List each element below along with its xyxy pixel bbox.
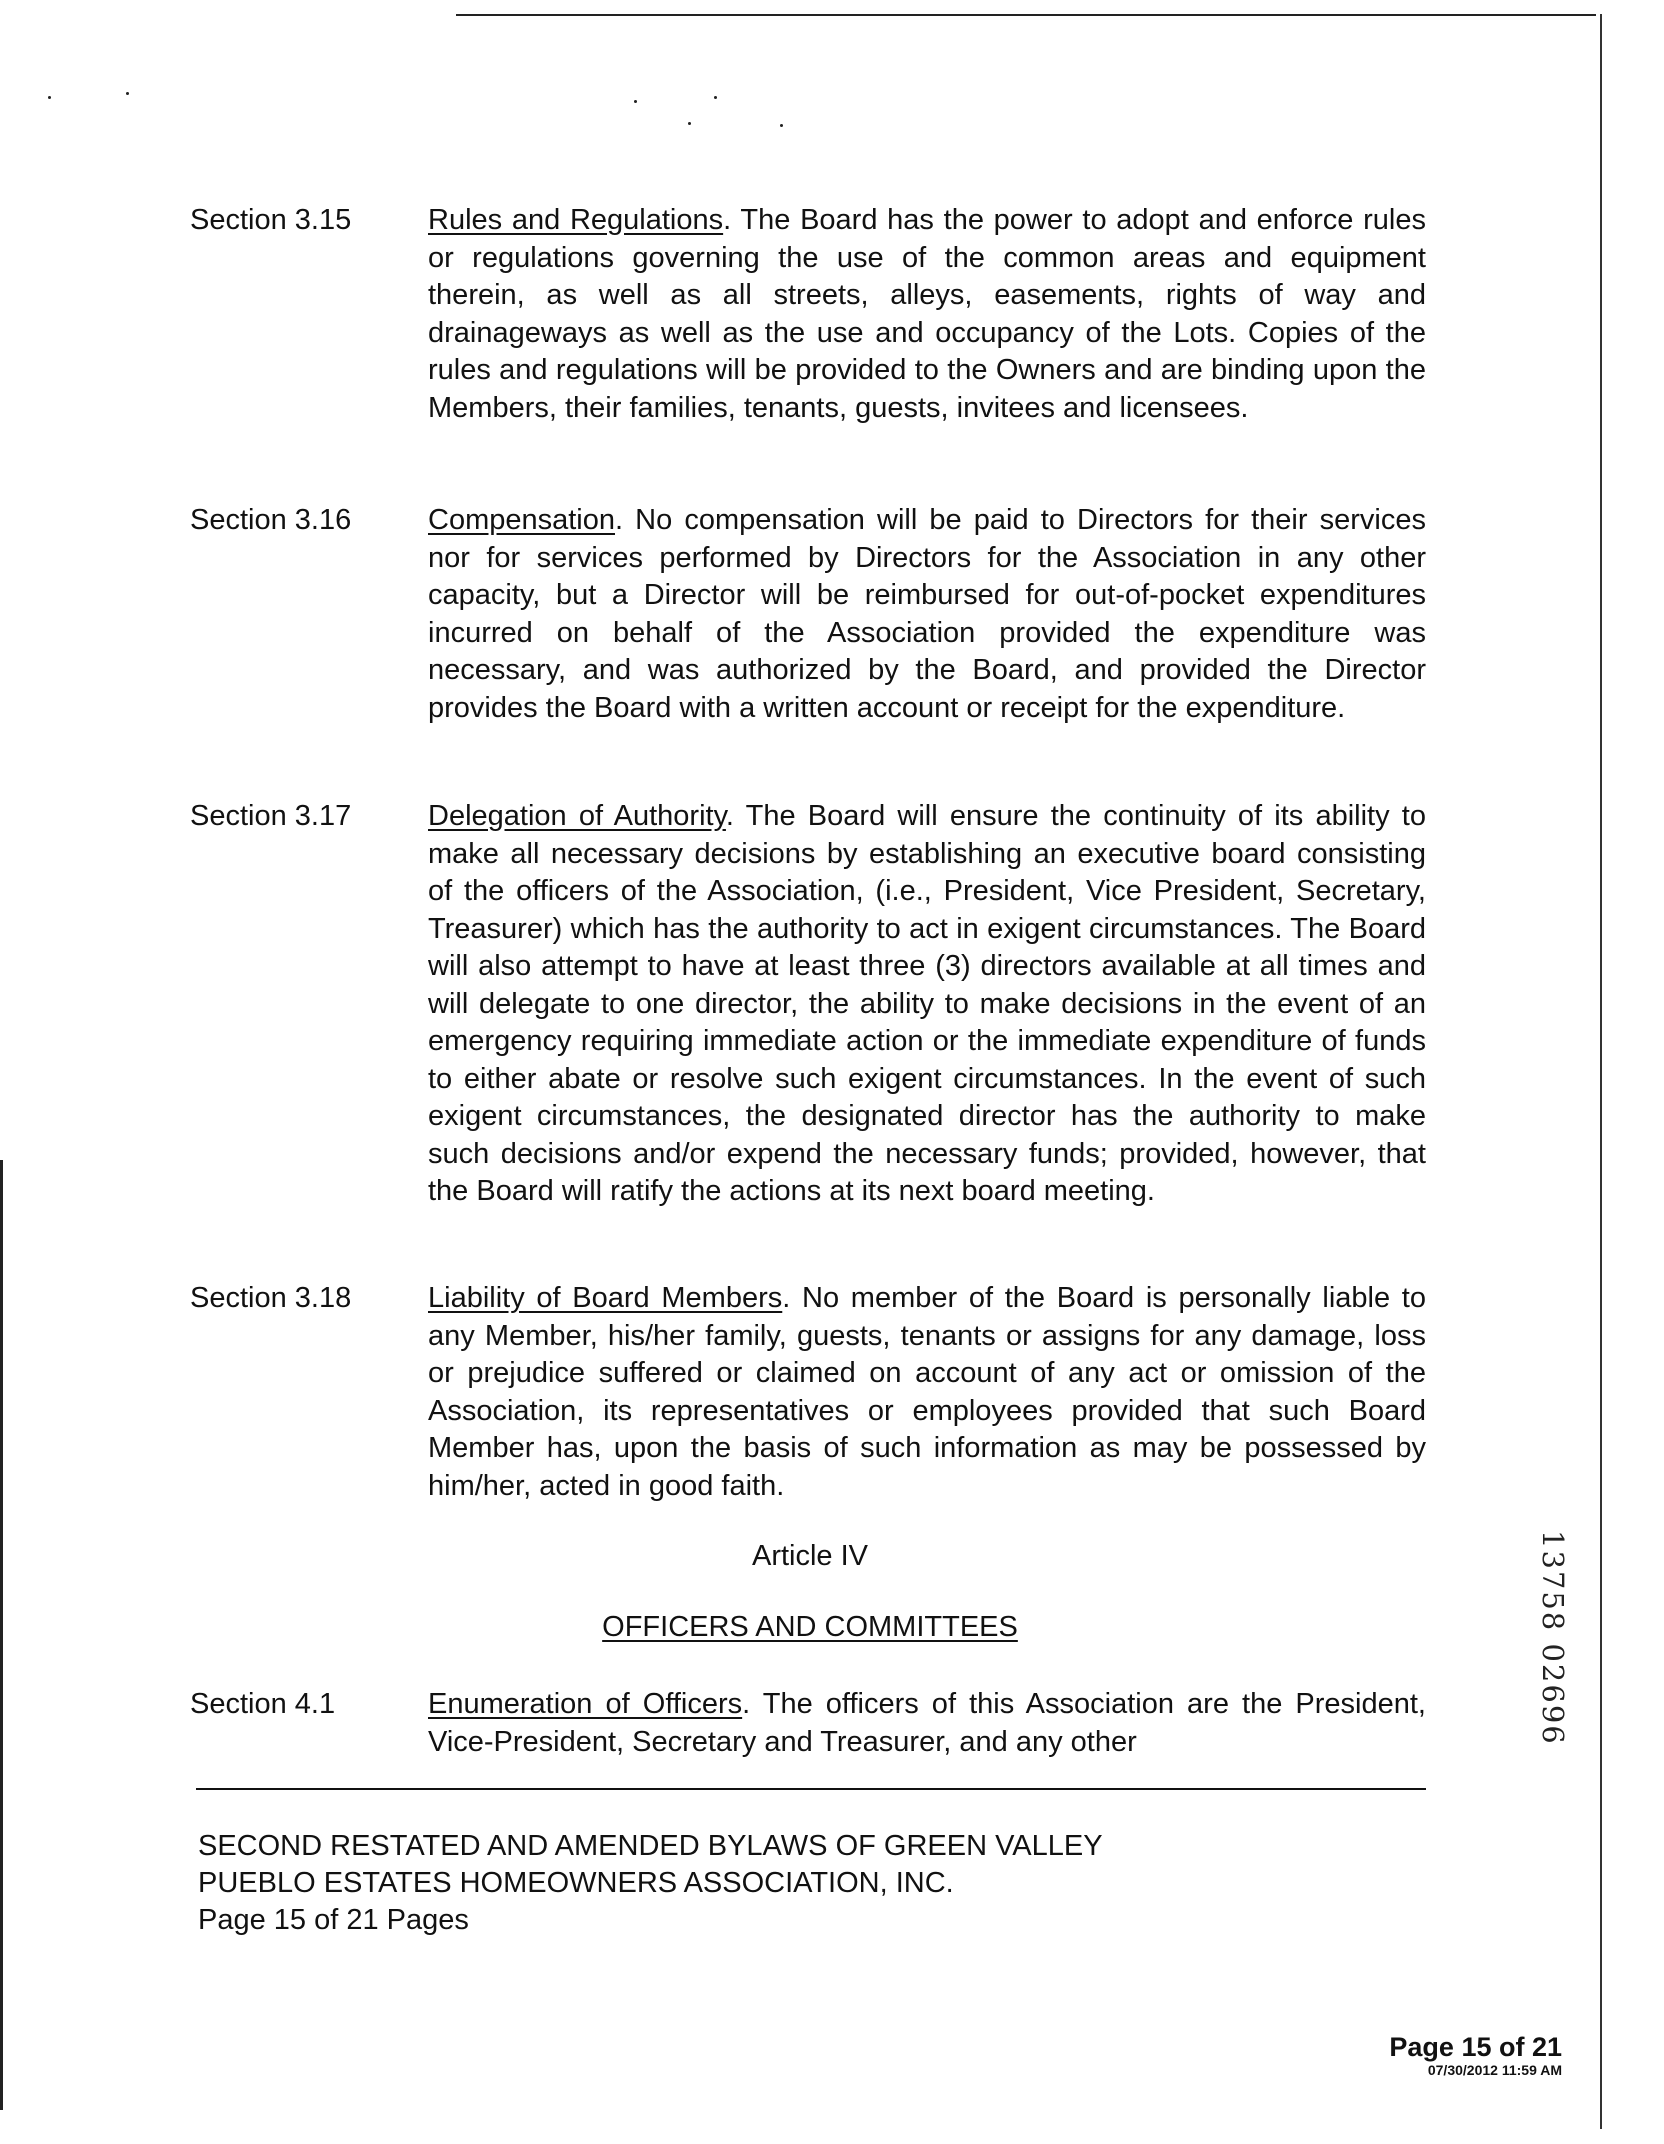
- section-text: . The officers of this Association are the President, Vice-President, Secretary and Treasurer, and any other: [428, 1688, 1426, 1758]
- footer-line: SECOND RESTATED AND AMENDED BYLAWS OF GREEN VALLEY: [198, 1830, 1103, 1862]
- section-3-18: [190, 1280, 1430, 1505]
- section-title: Rules and Regulations: [428, 204, 724, 236]
- scan-speck: [634, 100, 637, 103]
- section-3-15: [190, 202, 1430, 427]
- page-stamp-number: Page 15 of 21: [1389, 2032, 1562, 2062]
- section-text: . No compensation will be paid to Directors for their services nor for services performed by Directors for the Association in any other capacity, but a Director will be reimbursed for out-of-pocket expenditures incurred on behalf of the Association provided the expenditure was necessary, and was authorized by the Board, and provided the Director provides the Board with a written account or receipt for the expenditure.: [428, 504, 1426, 724]
- section-label: Section 3.18: [190, 1282, 352, 1314]
- article-heading-wrap: [0, 1611, 1620, 1644]
- scan-speck: [126, 92, 129, 95]
- scan-speck: [48, 96, 51, 99]
- scan-right-edge: [1600, 14, 1602, 2129]
- footer-line: PUEBLO ESTATES HOMEOWNERS ASSOCIATION, INC.: [198, 1867, 954, 1899]
- recording-stamp: [1536, 1530, 1580, 1790]
- scan-top-rule: [456, 14, 1596, 16]
- page-stamp: [1389, 2032, 1562, 2078]
- section-text: . The Board will ensure the continuity of its ability to make all necessary decisions by establishing an executive board consisting of the officers of the Association, (i.e., President, Vice President, Secretary, Treasurer) which has the authority to act in exigent circumstances. The Board will also attempt to have at least three (3) directors available at all times and will delegate to one director, the ability to make decisions in the event of an emergency requiring immediate action or the immediate expenditure of funds to either abate or resolve such exigent circumstances. In the event of such exigent circumstances, the designated director has the authority to make such decisions and/or expend the necessary funds; provided, however, that the Board will ratify the actions at its next board meeting.: [428, 800, 1426, 1207]
- section-text: . No member of the Board is personally liable to any Member, his/her family, guests, tenants or assigns for any damage, loss or prejudice suffered or claimed on account of any act or omission of the Association, its representatives or employees provided that such Board Member has, upon the basis of such information as may be possessed by him/her, acted in good faith.: [428, 1282, 1426, 1502]
- section-label: Section 3.16: [190, 504, 352, 536]
- page-stamp-timestamp: 07/30/2012 11:59 AM: [1427, 2062, 1562, 2078]
- section-body: [428, 798, 1426, 1211]
- section-body: [428, 1280, 1426, 1505]
- article-number: Article IV: [751, 1540, 869, 1572]
- recording-number: 13758 02696: [1536, 1530, 1570, 1746]
- section-label: Section 3.15: [190, 204, 352, 236]
- section-3-16: [190, 502, 1430, 727]
- footer-page-count: Page 15 of 21 Pages: [198, 1904, 469, 1936]
- section-4-1: [190, 1686, 1430, 1761]
- section-body: [428, 1686, 1426, 1761]
- section-title: Liability of Board Members: [428, 1282, 783, 1314]
- scan-speck: [714, 96, 717, 99]
- section-3-17: [190, 798, 1430, 1211]
- section-title: Enumeration of Officers: [428, 1688, 743, 1720]
- section-label: Section 4.1: [190, 1688, 336, 1720]
- scan-speck: [780, 124, 783, 127]
- scan-speck: [688, 122, 691, 125]
- section-text: . The Board has the power to adopt and enforce rules or regulations governing the use of the common areas and equipment therein, as well as all streets, alleys, easements, rights of way and drainageways as well as the use and occupancy of the Lots. Copies of the rules and regulations will be provided to the Owners and are binding upon the Members, their families, tenants, guests, invitees and licensees.: [428, 204, 1426, 424]
- section-title: Compensation: [428, 504, 615, 536]
- article-heading: OFFICERS AND COMMITTEES: [602, 1611, 1018, 1643]
- section-body: [428, 502, 1426, 727]
- section-label: Section 3.17: [190, 800, 352, 832]
- footer-rule: [196, 1788, 1426, 1790]
- document-footer: [198, 1828, 1103, 1939]
- section-title: Delegation of Authority: [428, 800, 726, 832]
- section-body: [428, 202, 1426, 427]
